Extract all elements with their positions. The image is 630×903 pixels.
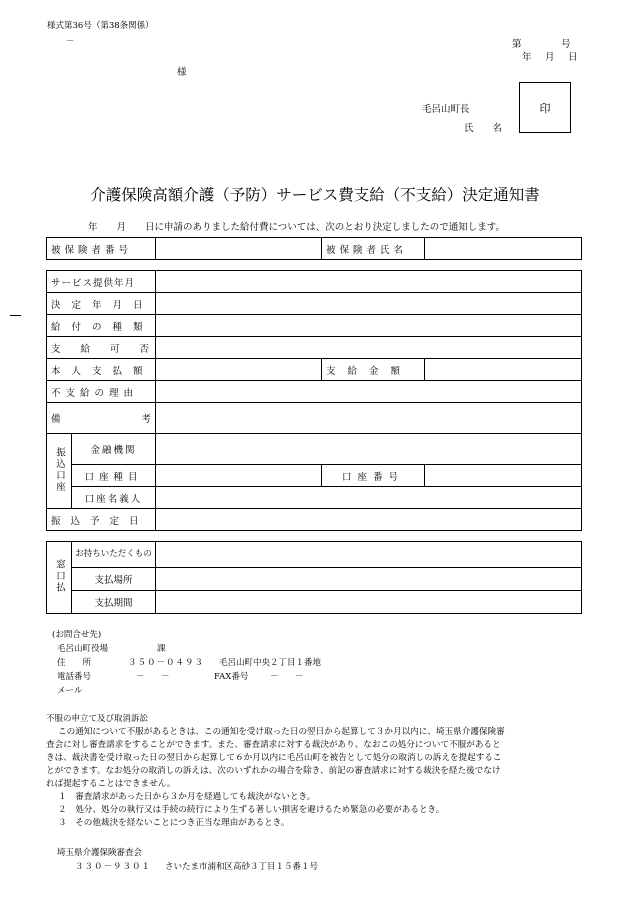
insured-number-field[interactable]: [156, 238, 322, 260]
service-month-label: サービス提供年月: [47, 271, 156, 293]
benefit-type-label: 給付の種類: [47, 315, 156, 337]
phone-label: 電話番号: [57, 672, 92, 682]
committee-address: さいたま市浦和区高砂３丁目１５番１号: [165, 862, 319, 872]
self-amount-field[interactable]: [156, 359, 322, 381]
reason-label: 不支給の理由: [47, 381, 156, 403]
margin-mark: [10, 315, 21, 316]
contact-postal: ３５０－０４９３: [128, 658, 205, 668]
phone-number: － －: [136, 672, 174, 682]
insured-name-field[interactable]: [425, 238, 582, 260]
doc-number-suffix: 号: [561, 39, 571, 50]
account-number-field[interactable]: [425, 465, 582, 487]
approval-label: 支給可否: [47, 337, 156, 359]
appeal-item: ２ 処分、処分の執行又は手続の続行により生ずる著しい損害を避けるため緊急の必要があるとき。: [58, 805, 445, 815]
fax-number: － －: [270, 672, 308, 682]
benefit-table: [46, 270, 582, 531]
appeal-line: この通知について不服があるときは、この通知を受け取った日の翌日から起算して３か月以内に、埼玉県介護保険審: [58, 727, 505, 737]
committee-postal: ３３０－９３０１: [75, 862, 152, 872]
issuer-title: 毛呂山町長: [422, 104, 470, 115]
pay-place-label: 支払場所: [72, 568, 156, 591]
fax-label: FAX番号: [214, 672, 249, 682]
remarks-label: 備 考: [47, 403, 156, 434]
document-title: 介護保険高額介護（予防）サービス費支給（不支給）決定通知書: [90, 186, 540, 204]
insured-table: [46, 237, 582, 260]
account-type-field[interactable]: [156, 465, 322, 487]
decision-date-field[interactable]: [156, 293, 582, 315]
pay-period-label: 支払期間: [72, 591, 156, 614]
remarks-field[interactable]: [156, 403, 582, 434]
appeal-line: れば提起することはできません。: [46, 779, 176, 789]
account-holder-field[interactable]: [156, 487, 582, 509]
form-number: 様式第36号（第38条関係）: [47, 21, 154, 31]
dash-mark: －: [66, 37, 75, 47]
reason-field[interactable]: [156, 381, 582, 403]
pay-amount-field[interactable]: [425, 359, 582, 381]
bank-field[interactable]: [156, 434, 582, 465]
account-type-label: 口座種目: [72, 465, 156, 487]
transfer-date-field[interactable]: [156, 509, 582, 531]
bank-label: 金融機関: [72, 434, 156, 465]
addressee-suffix: 様: [177, 67, 187, 78]
window-payment-table: [46, 541, 582, 614]
bring-items-label: お持ちいただくもの: [72, 542, 156, 568]
window-payment-label: 窓口払: [47, 542, 72, 614]
insured-name-label: 被保険者氏名: [322, 238, 425, 260]
appeal-item: ３ その他裁決を経ないことにつき正当な理由があるとき。: [58, 818, 290, 828]
contact-office: 毛呂山町役場: [57, 644, 109, 654]
pay-amount-label: 支給金額: [322, 359, 425, 381]
appeal-heading: 不服の申立て及び取消訴訟: [46, 714, 149, 724]
appeal-line: 査会に対し審査請求をすることができます。また、審査請求に対する裁決があり、なおこの処分について不服があると: [46, 740, 501, 750]
appeal-line: きは、裁決書を受け取った日の翌日から起算して６か月以内に毛呂山町を被告として処分の取消しの訴えを提起するこ: [46, 753, 502, 763]
name-label: 氏 名: [464, 123, 503, 134]
issue-date: 年 月 日: [522, 52, 580, 63]
committee-name: 埼玉県介護保険審査会: [57, 848, 143, 858]
appeal-line: とができます。なお処分の取消しの訴えは、次のいずれかの場合を除き、前記の審査請求に対する裁決を経た後でなけ: [46, 766, 501, 776]
intro-text: 年 月 日に申請のありました給付費については、次のとおり決定しましたので通知します。: [88, 222, 506, 233]
account-number-label: 口座番号: [322, 465, 425, 487]
seal-label: 印: [539, 101, 551, 115]
service-month-field[interactable]: [156, 271, 582, 293]
contact-address: 毛呂山町中央２丁目１番地: [219, 658, 322, 668]
decision-date-label: 決定年月日: [47, 293, 156, 315]
address-label: 住 所: [57, 658, 92, 668]
account-holder-label: 口座名義人: [72, 487, 156, 509]
mail-label: メール: [57, 686, 83, 696]
contact-dept: 課: [157, 644, 166, 654]
approval-field[interactable]: [156, 337, 582, 359]
seal-box: [519, 82, 571, 133]
appeal-body: [46, 726, 586, 830]
appeal-item: １ 審査請求があった日から３か月を経過しても裁決がないとき。: [58, 792, 316, 802]
bring-items-field[interactable]: [156, 542, 582, 568]
insured-number-label: 被保険者番号: [47, 238, 156, 260]
pay-period-field[interactable]: [156, 591, 582, 614]
transfer-account-label: 振込口座: [47, 434, 72, 509]
contact-heading: (お問合せ先): [52, 630, 102, 640]
self-amount-label: 本人支払額: [47, 359, 156, 381]
transfer-date-label: 振込予定日: [47, 509, 156, 531]
doc-number-prefix: 第: [512, 39, 522, 50]
benefit-type-field[interactable]: [156, 315, 582, 337]
pay-place-field[interactable]: [156, 568, 582, 591]
